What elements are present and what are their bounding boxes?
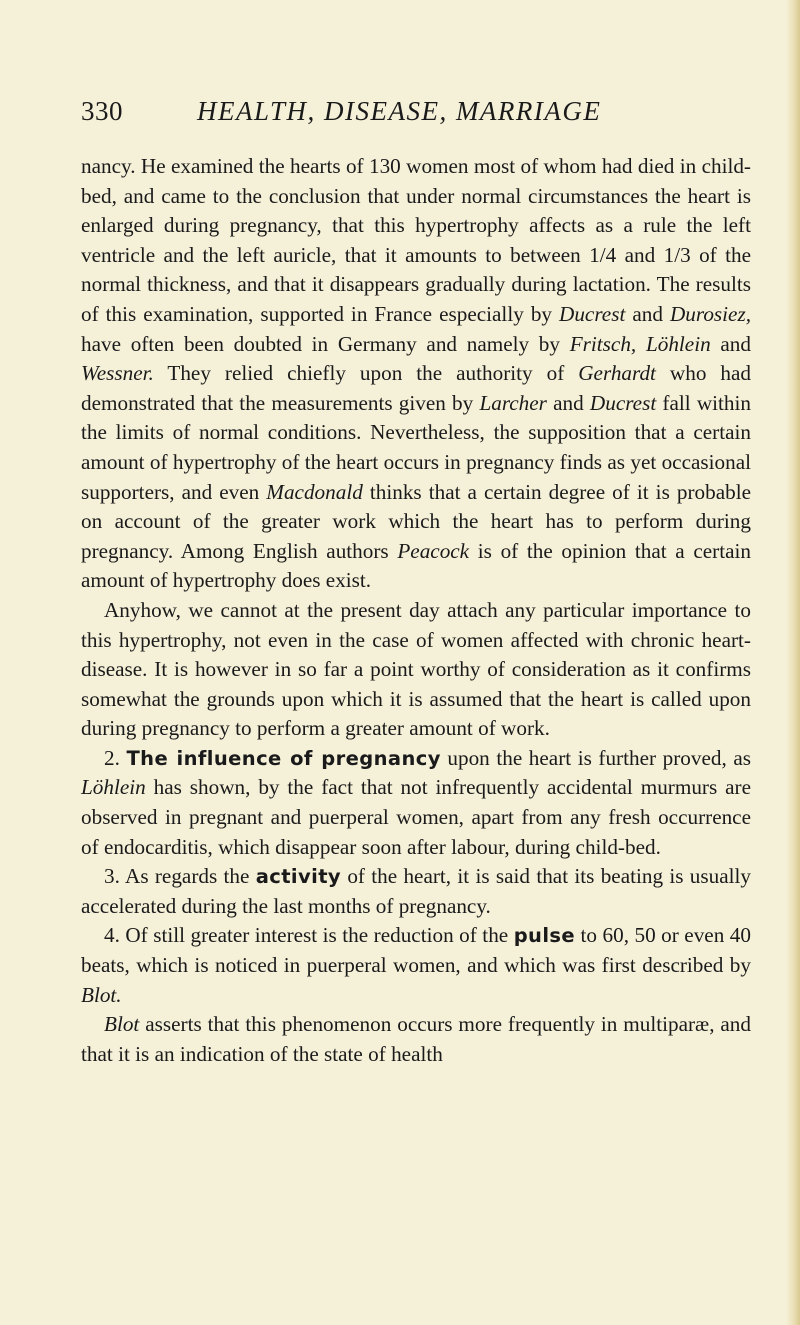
section-number: 2. bbox=[104, 745, 120, 770]
paragraph-continuation: nancy. He examined the hearts of 130 women most of whom had died in child-bed, and came to the conclusion that under normal circumstances the heart is enlarged during pregnancy, that this hypertrophy affects as a rule the left ventricle and the left auricle, that it amounts to between 1/4 and 1/3 of the normal thickness, and that it disappears gradually during lactation. The results of this examination, supported in France especially by Ducrest and Durosiez, have often been doubted in Germany and namely by Fritsch, Löhlein and Wessner. They relied chiefly upon the authority of Gerhardt who had demonstrated that the measurements given by Larcher and Ducrest fall within the limits of normal conditions. Nevertheless, the supposition that a certain amount of hypertrophy of the heart occurs in pregnancy finds as yet occasional supporters, and even Macdonald thinks that a certain degree of it is probable on account of the greater work which the heart has to perform during pregnancy. Among English authors Peacock is of the opinion that a certain amount of hypertrophy does exist. bbox=[81, 154, 751, 593]
section-number: 4. bbox=[104, 923, 120, 948]
paragraph-blot: Blot asserts that this phenomenon occurs more frequently in multiparæ, and that it is an indication of the state of health bbox=[81, 1012, 751, 1066]
key-term: pulse bbox=[513, 924, 576, 948]
key-term: activity bbox=[255, 865, 342, 889]
page-number: 330 bbox=[81, 96, 123, 126]
author-name: Ducrest bbox=[559, 301, 626, 326]
author-name: Ducrest bbox=[589, 390, 657, 415]
paragraph-anyhow: Anyhow, we cannot at the present day attach any particular importance to this hypertrophy, not even in the case of women affected with chronic heart-disease. It is however in so far a point worthy of consideration as it confirms somewhat the grounds upon which it is assumed that the heart is called upon during pregnancy to perform a greater amount of work. bbox=[81, 597, 751, 741]
author-name: Fritsch, Löhlein bbox=[569, 331, 711, 356]
author-name: Blot bbox=[104, 1012, 140, 1037]
section-number: 3. bbox=[104, 864, 120, 889]
author-name: Durosiez, bbox=[669, 301, 751, 326]
author-name: Wessner. bbox=[81, 361, 154, 386]
paragraph-influence: 2. The influence of pregnancy upon the heart is further proved, as Löhlein has shown, by the fact that not infrequently accidental murmurs are observed in pregnant and puerperal women, apart from any fresh occurrence of endocarditis, which disappear soon after labour, during child-bed. bbox=[81, 745, 751, 859]
paragraph-pulse: 4. Of still greater interest is the reduction of the pulse to 60, 50 or even 40 beats, which is noticed in puerperal women, and which was first described by Blot. bbox=[81, 923, 751, 1007]
author-name: Gerhardt bbox=[578, 361, 656, 386]
book-page bbox=[81, 96, 751, 1069]
author-name: Larcher bbox=[479, 390, 547, 415]
page-edge bbox=[786, 0, 800, 1325]
key-term: The influence of pregnancy bbox=[126, 746, 441, 770]
author-name: Löhlein bbox=[81, 775, 146, 800]
running-head bbox=[81, 96, 751, 152]
body-text bbox=[81, 152, 751, 1069]
author-name: Blot. bbox=[81, 982, 122, 1007]
author-name: Peacock bbox=[397, 538, 470, 563]
author-name: Macdonald bbox=[266, 479, 363, 504]
running-title: HEALTH, DISEASE, MARRIAGE bbox=[197, 96, 602, 126]
paragraph-activity: 3. As regards the activity of the heart, it is said that its beating is usually accelerated during the last months of pregnancy. bbox=[81, 864, 751, 918]
